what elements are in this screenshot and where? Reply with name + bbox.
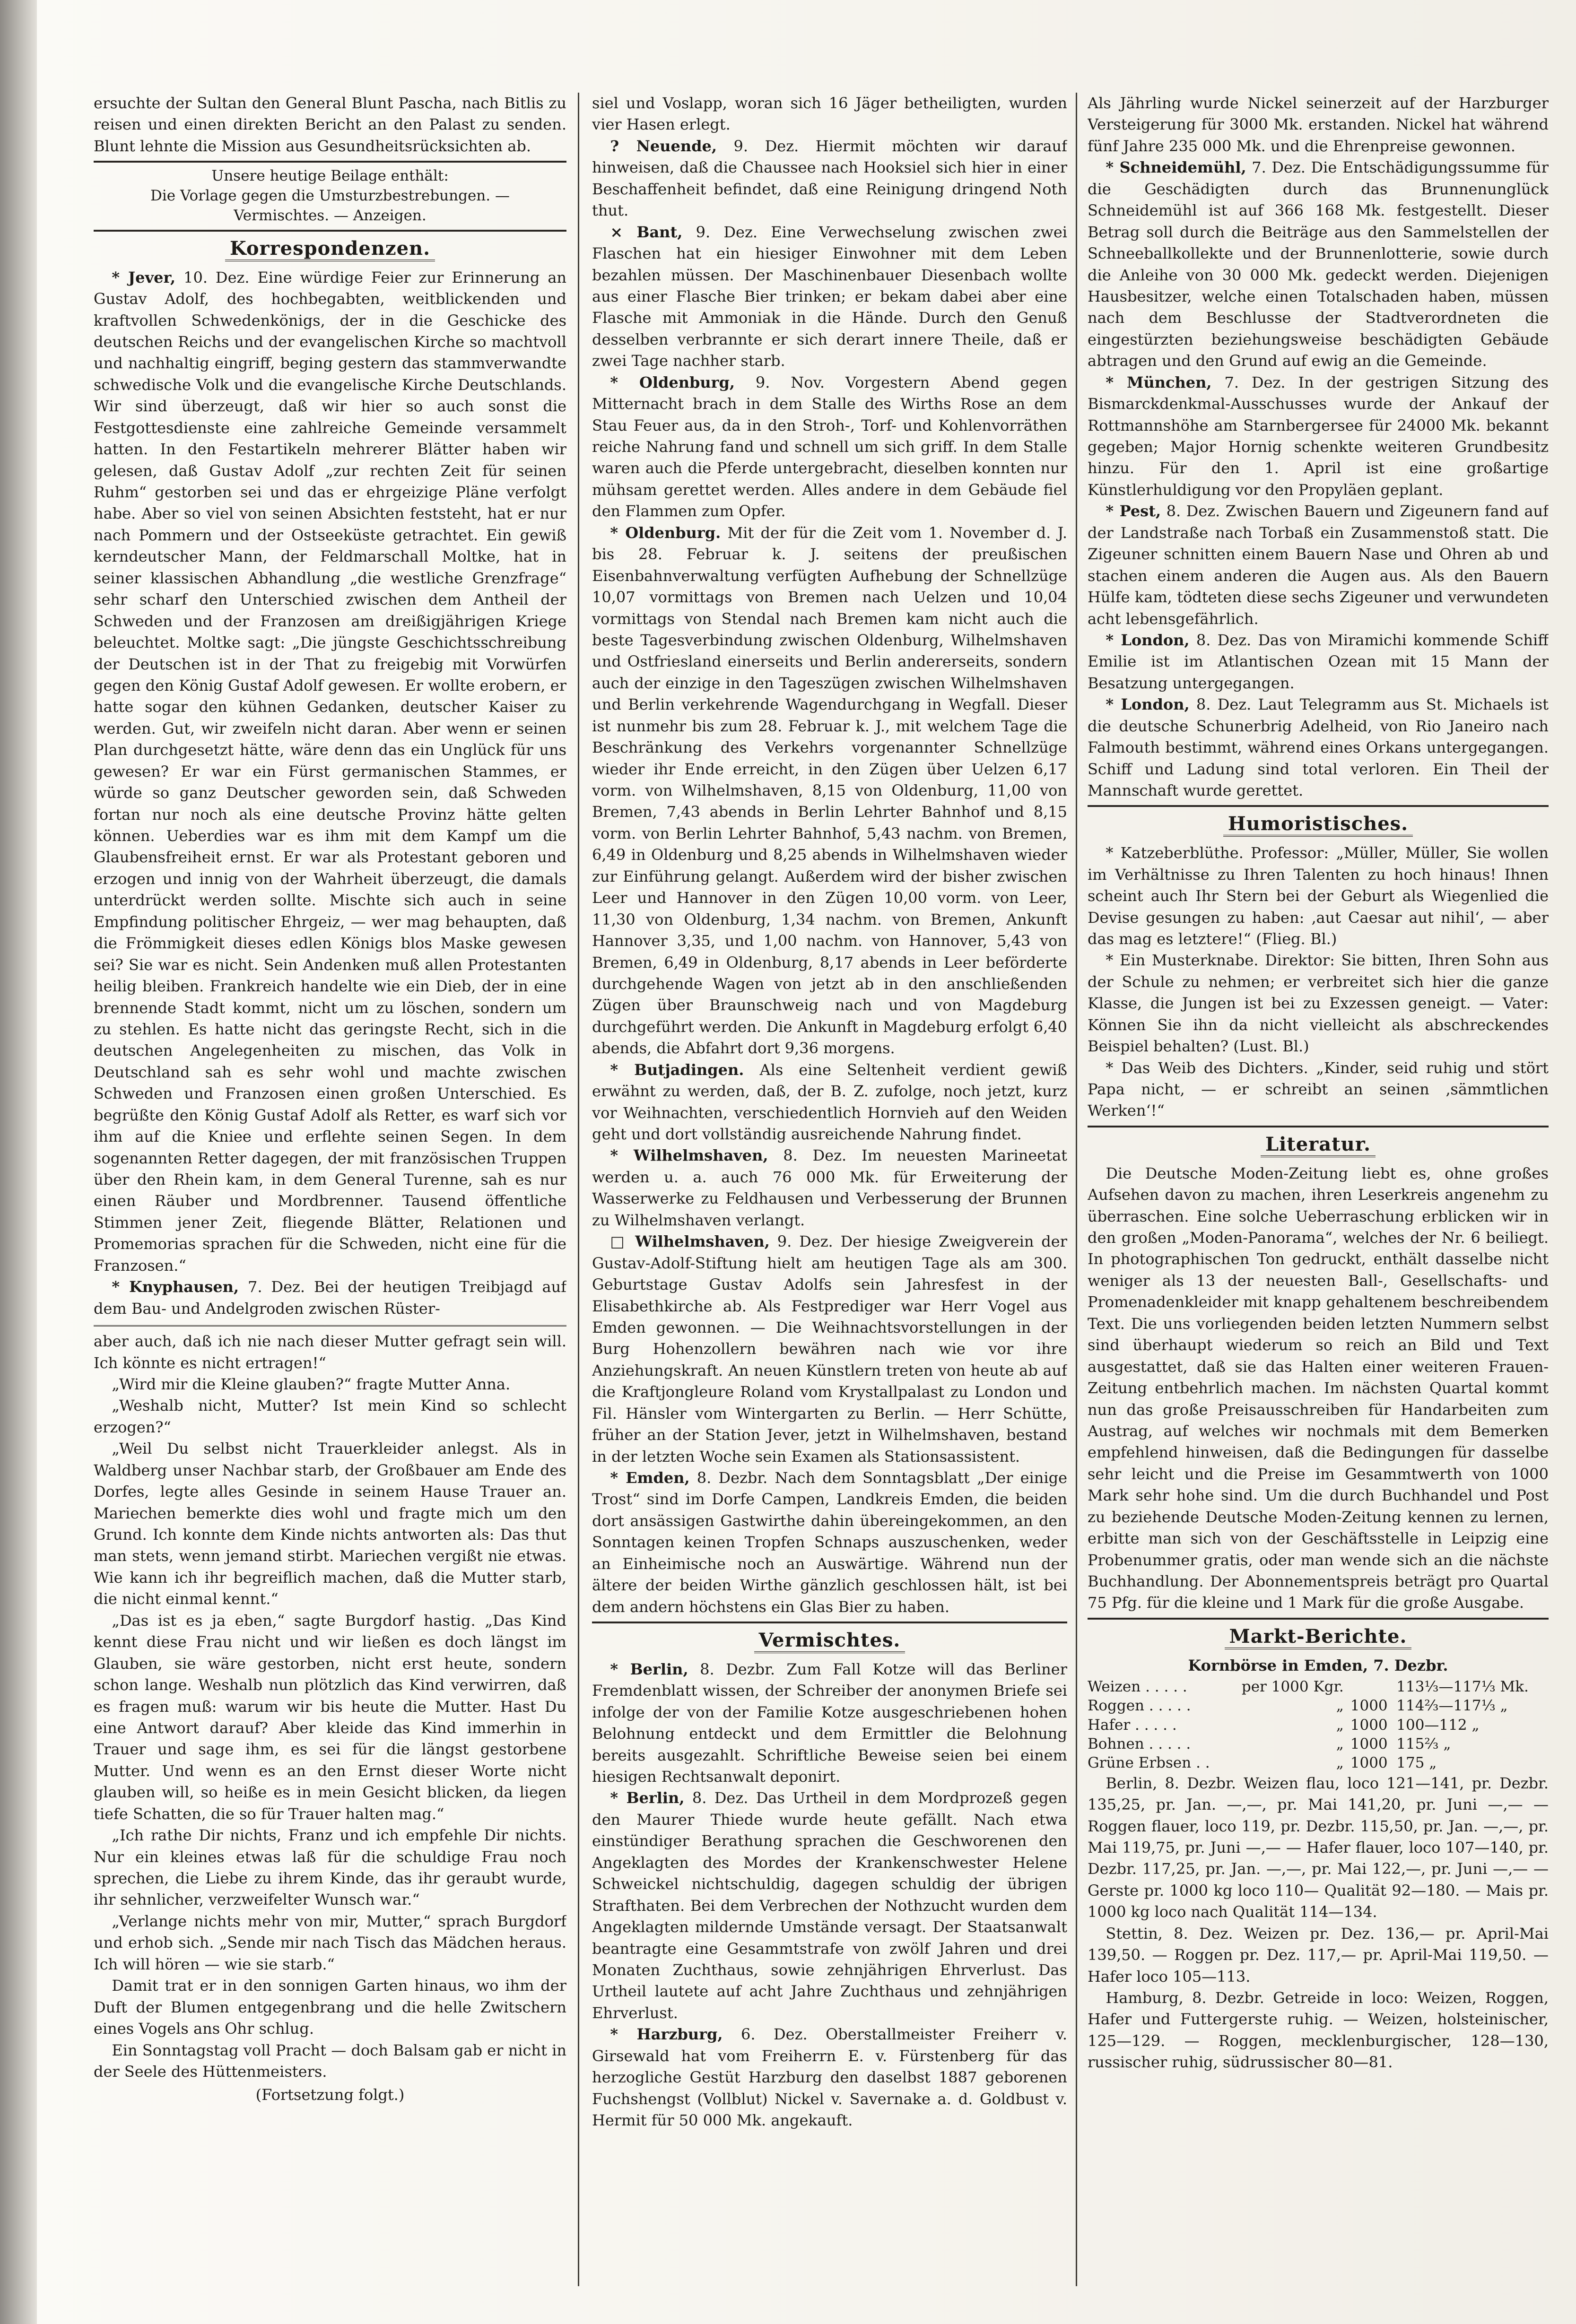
- price-unit: per 1000 Kgr.: [1241, 1678, 1344, 1696]
- article-oldenburg-fire: [592, 372, 1067, 522]
- dateline: * Pest,: [1106, 502, 1161, 520]
- market-report-berlin: Berlin, 8. Dezbr. Weizen flau, loco 121—141, pr. Dezbr. 135,25, pr. Jan. —,—, pr. Mai 141,20, pr. Juni —,— — Roggen flauer, loco 119, pr. Dezbr. 115,50, pr. Jan. —,—, pr. Mai 119,75, pr. Juni —,— — Hafer flauer, loco 107—140, pr. Dezbr. 117,25, pr. Jan. —,—, pr. Mai 122,—, pr. Juni —,— — Gerste pr. 1000 kg loco 110— Qualität 92—180. — Mais pr. 1000 kg loco nach Qualität 114—134.: [1088, 1774, 1549, 1921]
- supplement-notice: [94, 166, 566, 226]
- article-text: Als eine Seltenheit verdient gewiß erwähnt zu werden, daß, der B. Z. zufolge, noch jetzt, kurz vor Weihnachten, verschiedentlich Hornvieh auf den Weiden geht und dort vollständig ausreichende Nahrung findet.: [592, 1060, 1067, 1143]
- column-rule-left: [578, 93, 579, 2286]
- commodity-name: Weizen . . . . .: [1088, 1678, 1187, 1696]
- column-right: [1088, 93, 1549, 2296]
- price-value: 175 „: [1396, 1754, 1437, 1772]
- feuilleton-paragraph: „Ich rathe Dir nichts, Franz und ich empfehle Dir nichts. Nur ein kleines etwas laß für die schuldige Frau noch sprechen, die Liebe zu ihrem Kinde, das ihr geraubt wurde, ihr sehnlicher, verzweifelter Wunsch war.“: [94, 1826, 566, 1909]
- article-berlin-kotze: [592, 1659, 1067, 1788]
- article-text: 7. Dez. Bei der heutigen Treibjagd auf dem Bau- und Andelgroden zwischen Rüster-: [94, 1278, 566, 1318]
- supplement-line-1: Unsere heutige Beilage enthält:: [211, 167, 449, 185]
- dateline: * Knyphausen,: [112, 1278, 239, 1296]
- divider: [592, 1622, 1067, 1623]
- article-oldenburg-rail: [592, 522, 1067, 1059]
- section-heading-korrespondenzen: [94, 235, 566, 262]
- article-text: 9. Dez. Der hiesige Zweigverein der Gustav-Adolf-Stiftung hielt am heutigen Tage als am 300. Geburtstage Gustav Adolfs sein Jahresfest in der Elisabethkirche ab. Als Festprediger war Herr Vogel aus Emden gewonnen. — Die Weihnachtsvorstellungen in der Burg Hohenzollern bewähren nach wie vor ihre Anziehungskraft. An neuen Künstlern treten von heute ab auf die Kraftjongleure Roland vom Krystallpalast zu London und Fil. Hänsler vom Wintergarten zu Berlin. — Herr Schütte, früher an der Station Jever, jetzt in Wilhelmshaven, bestand in der letzten Woche sein Examen als Stationsassistent.: [592, 1232, 1067, 1466]
- dateline: * Berlin,: [610, 1789, 685, 1807]
- article-text: 7. Dez. In der gestrigen Sitzung des Bismarckdenkmal-Ausschusses wurde der Ankauf der Rottmannshöhe am Starnbergersee für 24000 Mk. bekannt gegeben; Major Hornig schenkte weiteren Grundbesitz hinzu. Für den 1. April ist eine großartige Künstlerhuldigung vor den Propyläen geplant.: [1088, 373, 1549, 499]
- article-muenchen: [1088, 372, 1549, 501]
- article-knyphausen: [94, 1276, 566, 1319]
- article-schneidemuehl: [1088, 157, 1549, 372]
- feuilleton-paragraph: „Wird mir die Kleine glauben?“ fragte Mutter Anna.: [112, 1375, 511, 1393]
- price-row: [1088, 1753, 1549, 1772]
- article-text: Mit der für die Zeit vom 1. November d. J. bis 28. Februar k. J. seitens der preußischen Eisenbahnverwaltung verfügten Aufhebung der Schnellzüge 10,07 vormittags von Bremen nach Uelzen und 10,04 vormittags von Stendal nach Bremen kam nicht auch die beste Tagesverbindung zwischen Oldenburg, Wilhelmshaven und Ostfriesland einerseits und Berlin andererseits, sondern auch der einzige in den Tageszügen zwischen Wilhelmshaven und Berlin verkehrende Wagendurchgang in Wegfall. Dieser ist nunmehr bis zum 28. Februar k. J., mit welchem Tage die Beschränkung des Verkehrs vorgenannter Schnellzüge wieder ihr Ende erreicht, in den Zügen über Uelzen 6,17 vorm. von Wilhelmshaven, 8,15 von Oldenburg, 11,00 von Bremen, 7,43 abends in Berlin Lehrter Bahnhof und 8,15 vorm. von Berlin Lehrter Bahnhof, 5,43 nachm. von Bremen, 6,49 in Oldenburg und 8,25 abends in Wilhelmshaven wieder zur Einführung gelangt. Außerdem wird der bisher zwischen Leer und Hannover in den Zügen 10,00 vorm. von Leer, 11,30 von Oldenburg, 1,34 nachm. von Bremen, Ankunft Hannover 3,35, und 1,00 nachm. von Hannover, 5,43 von Bremen, 6,49 in Oldenburg, 8,17 abends in Leer beförderte durchgehende Wagen von jetzt ab in den anschließenden Zügen über Braunschweig nach und von Magdeburg durchgeführt werden. Die Ankunft in Magdeburg erfolgt 6,40 abends, die Abfahrt dort 9,36 morgens.: [592, 523, 1067, 1058]
- article-text: 8. Dez. Laut Telegramm aus St. Michaels ist die deutsche Schunerbrig Adelheid, von Rio Janeiro nach Falmouth bestimmt, während eines Orkans untergegangen. Schiff und Ladung sind total verloren. Ein Theil der Mannschaft wurde gerettet.: [1088, 695, 1549, 799]
- dateline: * Schneidemühl,: [1106, 158, 1246, 177]
- divider: [94, 161, 566, 163]
- article-berlin-trial: [592, 1787, 1067, 2024]
- section-heading-text: Literatur.: [1261, 1133, 1376, 1157]
- divider: [1088, 805, 1549, 807]
- article-text: 8. Dezbr. Zum Fall Kotze will das Berliner Fremdenblatt wissen, der Schreiber der anonymen Briefe sei infolge der von der Familie Kotze ausgeschriebenen hohen Belohnung entdeckt und dem Ermittler die Belohnung bereits ausgezahlt. Schriftliche Beweise seien bei einem hiesigen Rechtsanwalt deponirt.: [592, 1660, 1067, 1786]
- section-heading-text: Humoristisches.: [1223, 813, 1413, 837]
- price-value: 115⅔ „: [1396, 1735, 1451, 1753]
- article-butjadingen: [592, 1059, 1067, 1145]
- dateline: * Oldenburg.: [610, 523, 721, 542]
- market-report-hamburg: Hamburg, 8. Dezbr. Getreide in loco: Weizen, Roggen, Hafer und Futtergerste ruhig. — Weizen, holsteinischer, 125—129. — Roggen, mecklenburgischer, 128—130, russischer ruhig, südrussischer 80—81.: [1088, 1989, 1549, 2072]
- dateline: * München,: [1106, 373, 1212, 391]
- section-heading-vermischtes: [592, 1627, 1067, 1654]
- humor-item: * Das Weib des Dichters. „Kinder, seid ruhig und stört Papa nicht, — er schreibt an seinen ‚sämmtlichen Werken‘!“: [1088, 1058, 1549, 1120]
- article-text: 10. Dez. Eine würdige Feier zur Erinnerung an Gustav Adolf, des hochbegabten, weitblickenden und kraftvollen Schwedenkönigs, der in die Geschicke des deutschen Reichs und der evangelischen Kirche so machtvoll und nachhaltig eingriff, beging gestern das stammverwandte schwedische Volk und die evangelische Kirche Deutschlands. Wir sind überzeugt, daß wir hier so auch sonst die Festgottesdienste eine zahlreiche Gemeinde versammelt hatten. In den Festartikeln mehrerer Blätter haben wir gelesen, daß Gustav Adolf „zur rechten Zeit für seinen Ruhm“ gestorben sei und das er ehrgeizige Pläne verfolgt habe. Aber so viel von seinen Absichten feststeht, hat er nur nach Pommern und der Ostseeküste getrachtet. Ein gewiß kerndeutscher Mann, der Feldmarschall Moltke, hat in seiner klassischen Abhandlung „die westliche Grenzfrage“ sehr scharf den Unterschied zwischen dem Antheil der Schweden und der Franzosen am dreißigjährigen Kriege beleuchtet. Moltke sagt: „Die jüngste Geschichtsschreibung der Deutschen ist in der That zu freigebig mit Vorwürfen gegen den König Gustaf Adolf gewesen. Er wollte erobern, er hatte sogar den kühnen Gedanken, deutscher Kaiser zu werden. Gut, wir zweifeln nicht daran. Aber wenn er seinen Plan durchgesetzt hätte, wäre denn das ein Unglück für uns gewesen? Er war ein Fürst germanischen Stammes, er würde so ganz Deutscher geworden sein, daß Schweden fortan nur noch als eine deutsche Provinz hätte gelten können. Ueberdies war es ihm mit dem Kampf um die Glaubensfreiheit ernst. Er war als Protestant geboren und erzogen und innig von der Wahrheit überzeugt, die damals unterdrückt werden sollte. Mischte sich auch in seine Empfindung politischer Ehrgeiz, — wer mag behaupten, daß die Frömmigkeit dieses edlen Königs blos Maske gewesen sei? Sie war es nicht. Sein Andenken muß allen Protestanten heilig bleiben. Frankreich handelte wie ein Dieb, der in eine brennende Stadt kommt, nicht um zu löschen, sondern um zu stehlen. Es hatte nicht das geringste Recht, sich in die deutschen Angelegenheiten zu mischen, das Volk in Deutschland sah es sehr wohl und machte zwischen Schweden und Franzosen einen großen Unterschied. Es begrüßte den König Gustaf Adolf als Retter, es warf sich vor ihm auf die Kniee und erflehte seinen Segen. In dem sogenannten Retter dagegen, der mit französischen Truppen über den Rhein kam, in dem General Turenne, sah es nur einen Räuber und Mordbrenner. Tausend öffentliche Stimmen jener Zeit, fliegende Blätter, Relationen und Promemorias sprachen für die Schweden, nicht eine für die Franzosen.“: [94, 268, 566, 1275]
- article-neuende: [592, 136, 1067, 222]
- dateline: * Harzburg,: [610, 2025, 723, 2044]
- commodity-name: Hafer . . . . .: [1088, 1716, 1177, 1734]
- feuilleton-paragraph: aber auch, daß ich nie nach dieser Mutter gefragt sein will. Ich könnte es nicht ertragen!“: [94, 1332, 566, 1372]
- section-heading-literatur: [1088, 1131, 1549, 1158]
- article-text: 9. Dez. Eine Verwechselung zwischen zwei Flaschen hat ein hiesiger Einwohner mit dem Leben bezahlen müssen. Der Maschinenbauer Diesenbach wollte aus einer Flasche Bier trinken; er bekam dabei aber eine Flasche mit Ammoniak in die Hände. Durch den Genuß desselben verbrannte er sich derart innere Theile, daß er zwei Tage nachher starb.: [592, 223, 1067, 370]
- section-heading-text: Vermischtes.: [754, 1629, 906, 1653]
- article-text: 9. Nov. Vorgestern Abend gegen Mitternacht brach in dem Stalle des Wirths Rose an dem Stau Feuer aus, da in den Stroh-, Torf- und Kohlenvorräthen reiche Nahrung fand und schnell um sich griff. In dem Stalle waren auch die Pferde untergebracht, dieselben konnten nur mühsam gerettet werden. Alles andere in dem Gebäude fiel den Flammen zum Opfer.: [592, 373, 1067, 520]
- price-quantity: 1000: [1350, 1754, 1388, 1772]
- article-emden: [592, 1467, 1067, 1618]
- price-row: [1088, 1677, 1549, 1696]
- supplement-line-3: Vermischtes. — Anzeigen.: [234, 207, 427, 224]
- article-continued: Als Jährling wurde Nickel seinerzeit auf der Harzburger Versteigerung für 3000 Mk. erstanden. Nickel hat während fünf Jahre 235 000 Mk. und die Ehrenpreise gewonnen.: [1088, 94, 1549, 155]
- article-text: 8. Dez. Das von Miramichi kommende Schiff Emilie ist im Atlantischen Ozean mit 15 Mann der Besatzung untergegangen.: [1088, 631, 1549, 692]
- price-row: [1088, 1734, 1549, 1753]
- article-text: 8. Dez. Im neuesten Marineetat werden u. a. auch 76 000 Mk. für Erweiterung der Wasserwerke zu Feldhausen und Verbesserung der Brunnen zu Wilhelmshaven verlangt.: [592, 1146, 1067, 1229]
- feuilleton-paragraph: „Weil Du selbst nicht Trauerkleider anlegst. Als in Waldberg unser Nachbar starb, der Großbauer am Ende des Dorfes, legte alles Gesinde in seinem Hause Trauer an. Mariechen bemerkte dies wohl und fragte mich um den Grund. Ich konnte dem Kinde nichts antworten als: Das thut man stets, wenn jemand stirbt. Mariechen vergißt nie etwas. Wie kann ich ihr begreiflich machen, daß die Mutter starb, die nicht einmal kennt.“: [94, 1439, 566, 1608]
- column-middle: [592, 93, 1067, 2296]
- continuation-note: (Fortsetzung folgt.): [255, 2086, 405, 2104]
- binding-edge: [0, 0, 37, 2324]
- section-heading-text: Markt-Berichte.: [1225, 1625, 1412, 1649]
- price-value: 100—112 „: [1396, 1716, 1480, 1734]
- feuilleton-divider: [94, 1325, 566, 1328]
- price-table: [1088, 1677, 1549, 1772]
- dateline: * London,: [1106, 631, 1190, 649]
- feuilleton-paragraph: Ein Sonntagstag voll Pracht — doch Balsam gab er nicht in der Seele des Hüttenmeisters.: [94, 2041, 566, 2081]
- dateline: □ Wilhelmshaven,: [610, 1232, 770, 1251]
- feuilleton-paragraph: Damit trat er in den sonnigen Garten hinaus, wo ihm der Duft der Blumen entgegenbrang und die helle Zwitschern eines Vogels ans Ohr schlug.: [94, 1977, 566, 2038]
- dateline: * London,: [1106, 695, 1190, 714]
- section-heading-markt-berichte: [1088, 1623, 1549, 1650]
- article-text: 8. Dezbr. Nach dem Sonntagsblatt „Der einige Trost“ sind im Dorfe Campen, Landkreis Emden, die beiden dort ansässigen Gastwirthe dahin übereingekommen, an den Sonntagen keinen Tropfen Schnaps auszuschenken, weder an Einheimische noch an Auswärtige. Während nun der ältere der beiden Wirthe gänzlich geschlossen hält, ist bei dem andern höchstens ein Glas Bier zu haben.: [592, 1469, 1067, 1616]
- article-text: 9. Dez. Hiermit möchten wir darauf hinweisen, daß die Chaussee nach Hooksiel sich hier in einer Beschaffenheit befindet, daß eine Reinigung dringend Noth thut.: [592, 137, 1067, 220]
- feuilleton-paragraph: „Das ist es ja eben,“ sagte Burgdorf hastig. „Das Kind kennt diese Frau nicht und wir ließen es doch längst im Glauben, sie wäre gestorben, nicht erst heute, sondern schon lange. Weshalb nun plötzlich das Kind verwirren, daß es fragen muß: warum wir bis heute die Mutter. Hast Du eine Antwort darauf? Aber kleide das Kind immerhin in Trauer und sage ihm, es sei für die längst gestorbene Mutter. Und wenn es an den Ernst dieser Worte nicht glauben will, so heiße es in mein Gesicht blicken, da liegen tiefe Schatten, die so für Trauer halten mag.“: [94, 1611, 566, 1823]
- price-unit: „: [1336, 1716, 1344, 1734]
- dateline: * Oldenburg,: [610, 373, 735, 391]
- market-report-stettin: Stettin, 8. Dez. Weizen pr. Dez. 136,— pr. April-Mai 139,50. — Roggen pr. Dez. 117,— pr. April-Mai 119,50. — Hafer loco 105—113.: [1088, 1924, 1549, 1986]
- price-unit: „: [1336, 1735, 1344, 1753]
- price-value: 113⅓—117⅓ Mk.: [1396, 1678, 1529, 1696]
- price-row: [1088, 1716, 1549, 1734]
- article-london-2: [1088, 694, 1549, 801]
- article-text: 8. Dez. Das Urtheil in dem Mordprozeß gegen den Maurer Thiede wurde heute gefällt. Nach etwa einstündiger Berathung sprachen die Geschworenen den Angeklagten des Mordes der Krankenschwester Helene Schweickel nichtschuldig, dagegen schuldig der übrigen Strafthaten. Bei dem Verbrechen der Nothzucht wurden dem Angeklagten mildernde Umstände versagt. Der Staatsanwalt beantragte eine Gesammtstrafe von zwölf Jahren und drei Monaten Zuchthaus, sowie zehnjährigen Ehrverlust. Das Urtheil lautete auf acht Jahre Zuchthaus und zehnjährigen Ehrverlust.: [592, 1789, 1067, 2022]
- article-london-1: [1088, 630, 1549, 694]
- price-quantity: 1000: [1350, 1716, 1388, 1734]
- price-table-body: [1088, 1677, 1549, 1772]
- price-quantity: [1350, 1677, 1397, 1696]
- dateline: ? Neuende,: [610, 137, 717, 155]
- price-value: 114⅔—117⅓ „: [1396, 1697, 1508, 1715]
- article-text: 6. Dez. Oberstallmeister Freiherr v. Girsewald hat vom Freiherrn E. v. Fürstenberg für das herzogliche Gestüt Harzburg den daselbst 1887 geborenen Fuchshengst (Vollblut) Nickel v. Savernake a. d. Goldbust v. Hermit für 50 000 Mk. angekauft.: [592, 2025, 1067, 2130]
- humor-item: * Katzeberblüthe. Professor: „Müller, Müller, Sie wollen im Verhältnisse zu Ihren Talenten zu hoch hinaus! Ihnen scheint auch Ihr Stern bei der Geburt als Wiegenlied die Devise gesungen zu haben: ‚aut Caesar aut nihil‘, — aber das mag es letztere!“ (Flieg. Bl.): [1088, 844, 1549, 948]
- article-harzburg: [592, 2024, 1067, 2131]
- price-quantity: 1000: [1350, 1697, 1388, 1715]
- article-pest: [1088, 501, 1549, 630]
- divider: [1088, 1126, 1549, 1127]
- commodity-name: Bohnen . . . . .: [1088, 1735, 1191, 1753]
- dateline: * Emden,: [610, 1469, 690, 1487]
- column-rule-right: [1076, 93, 1077, 2286]
- dateline: * Berlin,: [610, 1660, 688, 1678]
- article-wilhelmshaven-2: [592, 1231, 1067, 1467]
- literature-notice: Die Deutsche Moden-Zeitung liebt es, ohne großes Aufsehen davon zu machen, ihren Leserkreis angenehm zu überraschen. Eine solche Ueberraschung erblicken wir in den großen „Moden-Panorama“, welches der Nr. 6 beiliegt. In photographischen Ton gedruckt, enthält dasselbe nicht weniger als 13 der neuesten Ball-, Gesellschafts- und Promenadenkleider mit knapp gehaltenem beschreibendem Text. Die uns vorliegenden beiden letzten Nummern selbst sind überhaupt wiederum so reich an Bild und Text ausgestattet, daß sie das Halten einer weiteren Frauen-Zeitung entbehrlich machen. Im nächsten Quartal kommt nun das große Preisausschreiben für Handarbeiten zum Austrag, auf welches wir nochmals mit dem Bemerken empfehlend hinweisen, daß die Bedingungen für dasselbe sehr leicht und die Preise im Gesammtwerth von 1000 Mark sehr hohe sind. Um die durch Buchhandel und Post zu beziehende Deutsche Moden-Zeitung kennen zu lernen, erbitte man sich von der Geschäftsstelle in Leipzig eine Probenummer gratis, oder man wende sich an die nächste Buchhandlung. Der Abonnementspreis beträgt pro Quartal 75 Pfg. für die kleine und 1 Mark für die große Ausgabe.: [1088, 1164, 1549, 1612]
- price-unit: „: [1336, 1697, 1344, 1715]
- article-jever: [94, 267, 566, 1277]
- divider: [1088, 1618, 1549, 1620]
- article-continued: siel und Voslapp, woran sich 16 Jäger betheiligten, wurden vier Hasen erlegt.: [592, 94, 1067, 134]
- article-text: 7. Dez. Die Entschädigungssumme für die Geschädigten durch das Brunnenunglück Schneidemühl ist auf 366 168 Mk. festgestellt. Dieser Betrag soll durch die Beiträge aus den Sammelstellen der Schneeballkollekte und der Brunnenlotterie, sowie durch die Anleihe von 30 000 Mk. gedeckt werden. Diejenigen Hausbesitzer, welche einen Totalschaden haben, müssen nach dem Beschlusse der Stadtverordneten die eingestürzten beziehungsweise beschädigten Gebäude abtragen und den Grund auf ewig an die Gemeinde.: [1088, 158, 1549, 370]
- sultan-report-end: ersuchte der Sultan den General Blunt Pascha, nach Bitlis zu reisen und einen direkten Bericht an den Palast zu senden. Blunt lehnte die Mission aus Gesundheitsrücksichten ab.: [94, 94, 566, 155]
- column-left: [94, 93, 566, 2296]
- commodity-name: Grüne Erbsen . .: [1088, 1754, 1210, 1772]
- commodity-name: Roggen . . . . .: [1088, 1697, 1191, 1715]
- dateline: ⨯ Bant,: [610, 223, 683, 241]
- article-text: 8. Dez. Zwischen Bauern und Zigeunern fand auf der Landstraße nach Torbaß ein Zusammenstoß statt. Die Zigeuner schnitten einem Bauern Nase und Ohren ab und stachen einem anderen die Augen aus. Als den Bauern Hülfe kam, tödteten diese sechs Zigeuner und verwundeten acht lebensgefährlich.: [1088, 502, 1549, 628]
- supplement-line-2: Die Vorlage gegen die Umsturzbestrebungen. —: [150, 187, 510, 205]
- dateline: * Jever,: [112, 268, 176, 286]
- humor-item: * Ein Musterknabe. Direktor: Sie bitten, Ihren Sohn aus der Schule zu nehmen; er verbreitet sich hier die ganze Klasse, die Jungen ist bei zu Exzessen geneigt. — Vater: Können Sie ihn da nicht vielleicht als abschreckendes Beispiel behalten? (Lust. Bl.): [1088, 951, 1549, 1056]
- section-heading-humoristisches: [1088, 811, 1549, 838]
- price-row: [1088, 1696, 1549, 1715]
- market-report-title: Kornbörse in Emden, 7. Dezbr.: [1188, 1656, 1448, 1674]
- divider: [94, 230, 566, 232]
- article-wilhelmshaven-1: [592, 1145, 1067, 1231]
- article-bant: [592, 222, 1067, 372]
- dateline: * Butjadingen.: [610, 1060, 744, 1079]
- feuilleton-paragraph: „Weshalb nicht, Mutter? Ist mein Kind so schlecht erzogen?“: [94, 1396, 566, 1436]
- section-heading-text: Korrespondenzen.: [225, 237, 435, 261]
- feuilleton-paragraph: „Verlange nichts mehr von mir, Mutter,“ sprach Burgdorf und erhob sich. „Sende mir nach Tisch das Mädchen heraus. Ich will hören — wie sie starb.“: [94, 1912, 566, 1973]
- dateline: * Wilhelmshaven,: [610, 1146, 768, 1165]
- price-unit: „: [1336, 1754, 1344, 1772]
- price-quantity: 1000: [1350, 1735, 1388, 1753]
